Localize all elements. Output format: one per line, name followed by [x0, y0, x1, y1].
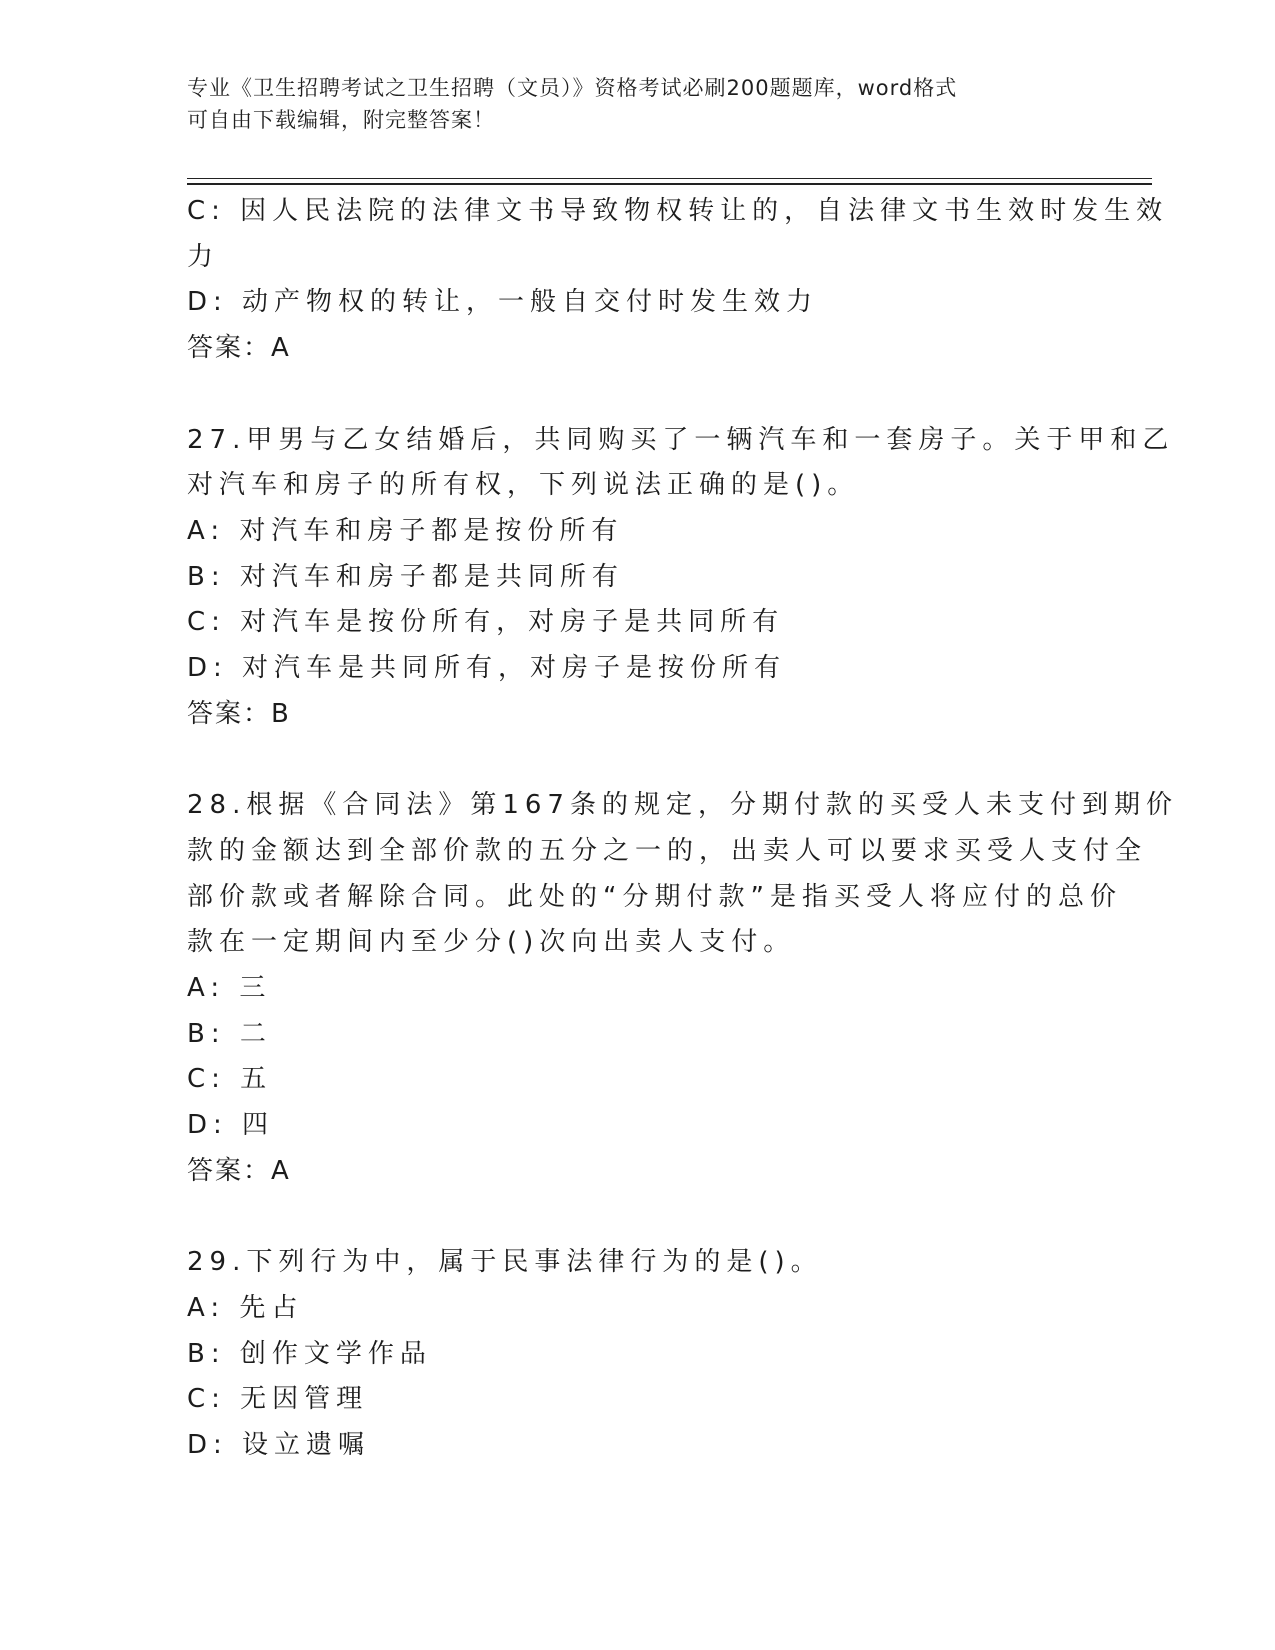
question-29 [187, 1240, 1087, 1469]
option-b: B: 二 [187, 1018, 272, 1049]
answer-label: 答案：B [187, 698, 291, 729]
option-a: A: 三 [187, 972, 272, 1003]
option-c: C: 对汽车是按份所有，对房子是共同所有 [187, 607, 785, 638]
option-c: C: 五 [187, 1064, 273, 1095]
question-stem: 27.甲男与乙女结婚后，共同购买了一辆汽车和一套房子。关于甲和乙 [187, 424, 1175, 455]
question-stem-continued: 款在一定期间内至少分()次向出卖人支付。 [187, 927, 796, 958]
header-divider-thin [187, 178, 1152, 179]
question-27 [187, 418, 1175, 738]
header-divider-thick [187, 183, 1152, 185]
question-list [187, 189, 1178, 1469]
option-c: C: 因人民法院的法律文书导致物权转让的，自法律文书生效时发生效 [187, 196, 1169, 226]
spacer [187, 1194, 1087, 1240]
question-stem-continued: 款的金额达到全部价款的五分之一的，出卖人可以要求买受人支付全 [187, 835, 1148, 866]
option-c-continued: 力 [187, 241, 220, 272]
spacer [187, 372, 1087, 418]
spacer [187, 737, 1087, 783]
option-d: D: 设立遗嘱 [187, 1429, 371, 1460]
question-stem-continued: 部价款或者解除合同。此处的“分期付款”是指买受人将应付的总价 [187, 881, 1122, 912]
option-d: D: 四 [187, 1110, 275, 1141]
question-stem: 29.下列行为中，属于民事法律行为的是()。 [187, 1247, 823, 1278]
option-d: D: 对汽车是共同所有，对房子是按份所有 [187, 653, 787, 684]
question-28 [187, 783, 1178, 1194]
option-b: B: 对汽车和房子都是共同所有 [187, 561, 624, 592]
page-header [187, 72, 1067, 136]
answer-label: 答案：A [187, 1155, 291, 1186]
header-title-line1: 专业《卫生招聘考试之卫生招聘（文员）》资格考试必刷200题题库，word格式 [187, 76, 958, 100]
question-stem-continued: 对汽车和房子的所有权，下列说法正确的是()。 [187, 470, 860, 501]
option-d: D: 动产物权的转让，一般自交付时发生效力 [187, 287, 819, 318]
question-26-tail [187, 189, 1169, 372]
option-b: B: 创作文学作品 [187, 1338, 432, 1369]
option-a: A: 对汽车和房子都是按份所有 [187, 515, 624, 546]
question-stem: 28.根据《合同法》第167条的规定，分期付款的买受人未支付到期价 [187, 790, 1178, 821]
answer-label: 答案：A [187, 333, 291, 364]
option-c: C: 无因管理 [187, 1384, 369, 1415]
option-a: A: 先占 [187, 1292, 304, 1323]
header-title-line2: 可自由下载编辑，附完整答案！ [187, 108, 495, 132]
